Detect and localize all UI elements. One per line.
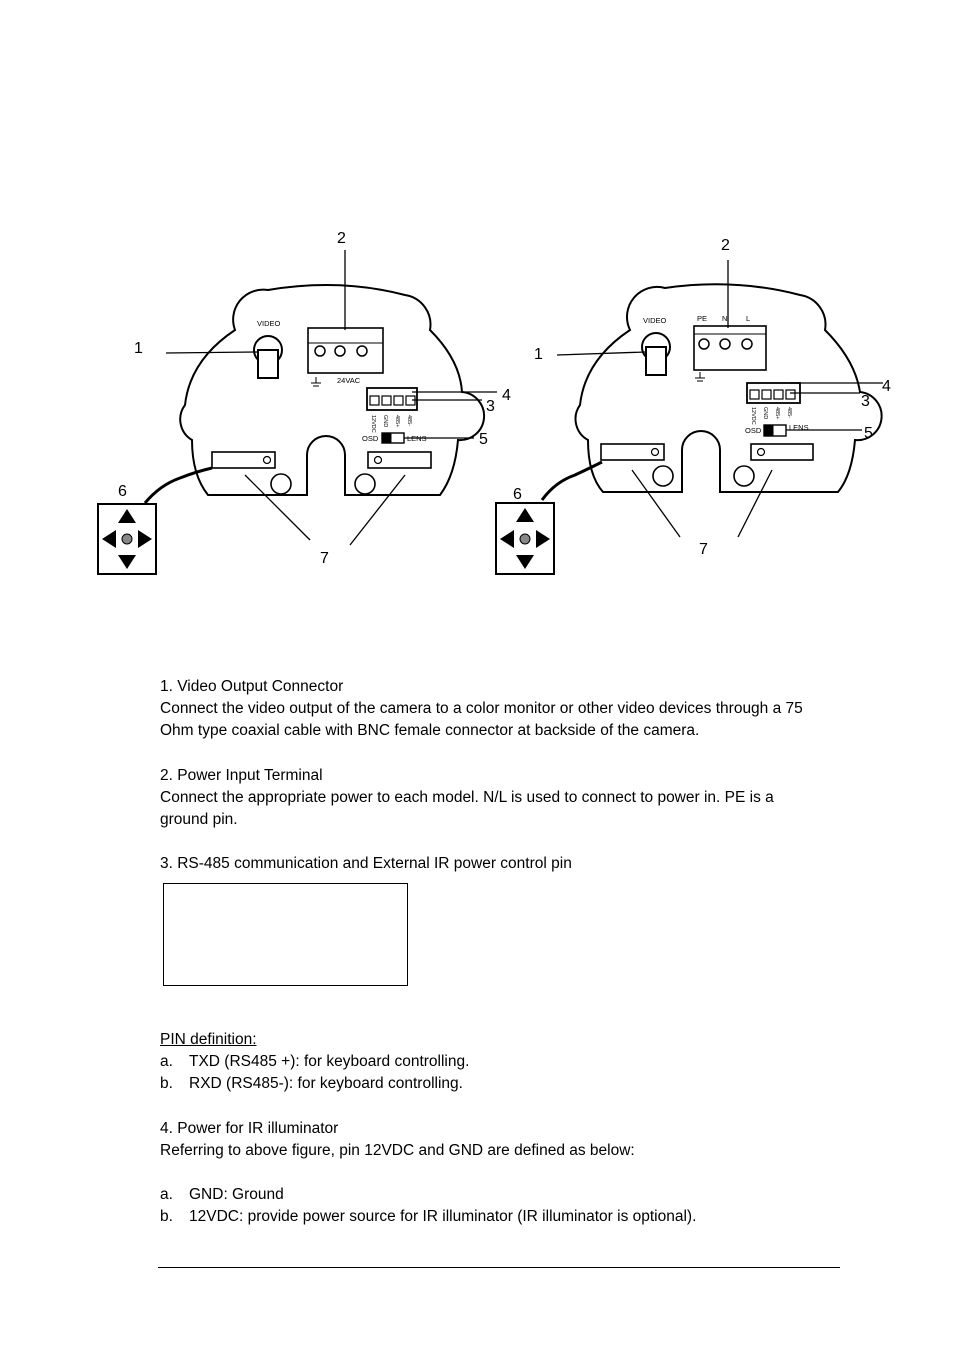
callout-4-left: 4 bbox=[502, 387, 511, 404]
right-slot-b bbox=[751, 444, 813, 460]
left-osd-label: OSD bbox=[362, 434, 379, 443]
ir-item-a bbox=[160, 1184, 284, 1206]
list-text: TXD (RS485 +): for keyboard controlling. bbox=[189, 1053, 470, 1070]
right-power-terminal bbox=[694, 326, 766, 370]
ir-item-b bbox=[160, 1206, 696, 1228]
left-video-label: VIDEO bbox=[257, 319, 281, 328]
footer-rule bbox=[158, 1267, 840, 1268]
section-2-title: 2. Power Input Terminal bbox=[160, 767, 323, 784]
list-text: GND: Ground bbox=[189, 1186, 284, 1203]
pin-definition-heading: PIN definition: bbox=[160, 1031, 257, 1048]
left-pin-label-485p: 485+ bbox=[394, 415, 400, 428]
list-text: 12VDC: provide power source for IR illuminator (IR illuminator is optional). bbox=[189, 1208, 697, 1225]
right-pin-label-485p: 485+ bbox=[774, 407, 780, 420]
camera-back-panel-figure bbox=[0, 0, 954, 620]
right-cable bbox=[542, 462, 602, 500]
left-slot-a bbox=[212, 452, 275, 468]
left-pin-label-12vdc: 12VDC bbox=[370, 415, 376, 433]
section-2-line-2: ground pin. bbox=[160, 811, 238, 828]
pin-item-b bbox=[160, 1073, 463, 1095]
callout-6-left: 6 bbox=[118, 483, 127, 500]
callout-5-right: 5 bbox=[864, 425, 873, 442]
section-4-title: 4. Power for IR illuminator bbox=[160, 1120, 339, 1137]
callout-7-left: 7 bbox=[320, 550, 329, 567]
list-marker: b. bbox=[160, 1075, 173, 1092]
list-marker: a. bbox=[160, 1053, 173, 1070]
callout-2-right: 2 bbox=[721, 237, 730, 254]
left-rs485-terminal bbox=[367, 388, 417, 410]
pin-diagram-placeholder-box bbox=[163, 883, 408, 986]
left-pin-label-485m: 485- bbox=[406, 415, 412, 427]
right-pin-label-gnd: GND bbox=[762, 407, 768, 420]
right-video-label: VIDEO bbox=[643, 316, 667, 325]
callout-6-right: 6 bbox=[513, 486, 522, 503]
list-marker: a. bbox=[160, 1186, 173, 1203]
section-2-line-1: Connect the appropriate power to each model. N/L is used to connect to power in. PE is a bbox=[160, 789, 774, 806]
left-unit-housing bbox=[180, 285, 484, 495]
section-3-title: 3. RS-485 communication and External IR power control pin bbox=[160, 855, 572, 872]
callout-4-right: 4 bbox=[882, 378, 891, 395]
section-1-title: 1. Video Output Connector bbox=[160, 678, 344, 695]
list-text: RXD (RS485-): for keyboard controlling. bbox=[189, 1075, 463, 1092]
callout-1-left: 1 bbox=[134, 340, 143, 357]
right-lens-label: LENS bbox=[789, 423, 809, 432]
right-terminal-n: N bbox=[722, 314, 728, 323]
list-marker: b. bbox=[160, 1208, 173, 1225]
right-terminal-l: L bbox=[746, 314, 751, 323]
callout-5-left: 5 bbox=[479, 431, 488, 448]
callout-7-right: 7 bbox=[699, 541, 708, 558]
callout-3-left: 3 bbox=[486, 398, 495, 415]
left-slot-b bbox=[368, 452, 431, 468]
callout-2-left: 2 bbox=[337, 230, 346, 247]
right-slot-a bbox=[601, 444, 664, 460]
section-4-line-1: Referring to above figure, pin 12VDC and GND are defined as below: bbox=[160, 1142, 635, 1159]
left-pin-label-gnd: GND bbox=[382, 415, 388, 428]
left-power-label: 24VAC bbox=[337, 376, 361, 385]
section-1-line-2: Ohm type coaxial cable with BNC female connector at backside of the camera. bbox=[160, 722, 700, 739]
right-osd-label: OSD bbox=[745, 426, 762, 435]
section-1-line-1: Connect the video output of the camera to a color monitor or other video devices through a 75 bbox=[160, 700, 803, 717]
callout-1-right: 1 bbox=[534, 346, 543, 363]
right-joystick-box bbox=[496, 503, 554, 574]
right-pin-label-12vdc: 12VDC bbox=[750, 407, 756, 425]
pin-item-a bbox=[160, 1051, 469, 1073]
left-joystick-box bbox=[98, 504, 156, 574]
left-lens-label: LENS bbox=[407, 434, 427, 443]
right-terminal-pe: PE bbox=[697, 314, 708, 323]
callout-3-right: 3 bbox=[861, 393, 870, 410]
right-pin-label-485m: 485- bbox=[786, 407, 792, 419]
